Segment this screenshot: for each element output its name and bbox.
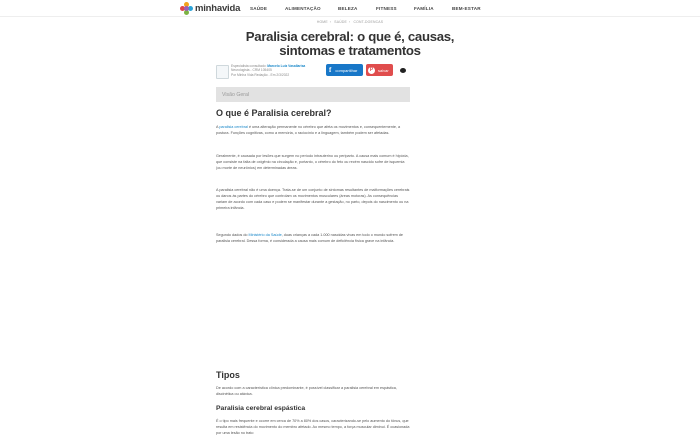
breadcrumb-item[interactable]: HOME xyxy=(316,20,328,24)
paragraph: Geralmente, é causada por lesões que surgem no período intrauterino ou periparto. A causa mais comum é hipóxia, que consiste na falta de oxigênio na circulação e, portanto, o cérebro do feto ou recém nascido sofre de isquemia (ou morte de neurônios) em determinadas áreas. xyxy=(216,154,409,170)
overview-label: Visão Geral xyxy=(222,91,250,98)
nav-item-saude[interactable]: SAÚDE xyxy=(250,6,268,11)
subsection-heading: Paralisia cerebral espástica xyxy=(216,405,306,412)
site-header xyxy=(0,0,700,17)
author-info xyxy=(231,64,305,77)
section-heading: O que é Paralisia cerebral? xyxy=(216,108,332,118)
breadcrumb-item[interactable]: CONT-DOENCAS xyxy=(353,20,384,24)
author-date: Por Minha Vida Redação - Em 2/3/2022 xyxy=(231,72,290,77)
share-facebook-label: compartilhar xyxy=(335,67,358,73)
paragraph-text: A xyxy=(216,125,220,129)
site-logo[interactable] xyxy=(180,2,240,15)
paragraph: A paralisia cerebral não é uma doença. Trata-se de um conjunto de sintomas resultantes de malformações cerebrais ou danos às partes do cérebro que controlam os movimentos musculares (áreas motoras). As consequências variam de acordo com cada caso e podem se manifestar durante a gestação, no parto, depois do nascimento ou na primeira infância. xyxy=(216,188,410,210)
paragraph-text: , duas crianças a cada 1.000 nascidas vivas em todo o mundo sofrem de paralisia cerebral. Dessa forma, é considerada a causa mais comum de deficiência física grave na infância. xyxy=(216,233,404,243)
share-facebook-button[interactable] xyxy=(326,64,363,76)
paragraph xyxy=(216,124,410,136)
comment-button[interactable] xyxy=(397,64,408,76)
paragraph: É o tipo mais frequente e ocorre em cerca de 70% a 80% dos casos, caracterizando-se pelo aumento do tônus, que resulta em resistência do movimento do membro afetado. Ao mesmo tempo, a força muscular diminui. É ocasionada por uma lesão no trato xyxy=(216,419,410,435)
section-heading: Tipos xyxy=(216,370,240,380)
overview-tab[interactable] xyxy=(216,87,410,102)
avatar xyxy=(216,65,229,79)
nav-item-alimentacao[interactable]: ALIMENTAÇÃO xyxy=(285,6,321,11)
paralisia-cerebral-link[interactable]: paralisia cerebral xyxy=(219,125,248,129)
nav-item-familia[interactable]: FAMÍLIA xyxy=(414,6,434,11)
author-credential: Neurologista - CRM 105405 xyxy=(231,68,272,73)
paragraph-text: é uma alteração permanente no cérebro que afeta os movimentos e, consequentemente, a postura. Funções cognitivas, como a memória, o raciocínio e a linguagem, também podem ser afetadas. xyxy=(216,125,401,135)
paragraph: De acordo com a característica clínica predominante, é possível classificar a paralisia cerebral em espástica, discinética ou atáxica. xyxy=(216,386,397,396)
logo-icon xyxy=(180,2,193,15)
author-block xyxy=(216,64,330,82)
author-name-link[interactable]: Marcelo Luiz Vasallarisa xyxy=(267,64,306,68)
paragraph xyxy=(216,232,410,244)
breadcrumb-item[interactable]: SAÚDE xyxy=(334,20,347,24)
author-prefix: Especialista consultado: xyxy=(231,64,267,68)
paragraph-text: Segundo dados do xyxy=(216,233,249,237)
page-title: Paralisia cerebral: o que é, causas, sintomas e tratamentos xyxy=(245,29,455,58)
breadcrumb: HOME › SAÚDE › CONT-DOENCAS xyxy=(316,20,384,24)
nav-item-fitness[interactable]: FITNESS xyxy=(376,6,397,11)
ministerio-saude-link[interactable]: Ministério da Saúde xyxy=(248,233,282,237)
pinterest-icon: P xyxy=(369,67,374,73)
logo-text: minhavida xyxy=(195,3,241,14)
comment-icon xyxy=(400,68,406,73)
share-pinterest-label: salvar xyxy=(378,67,389,73)
nav-item-beleza[interactable]: BELEZA xyxy=(338,6,358,11)
facebook-icon: f xyxy=(329,66,332,74)
share-pinterest-button[interactable] xyxy=(366,64,393,76)
nav-item-bem-estar[interactable]: BEM-ESTAR xyxy=(452,6,481,11)
